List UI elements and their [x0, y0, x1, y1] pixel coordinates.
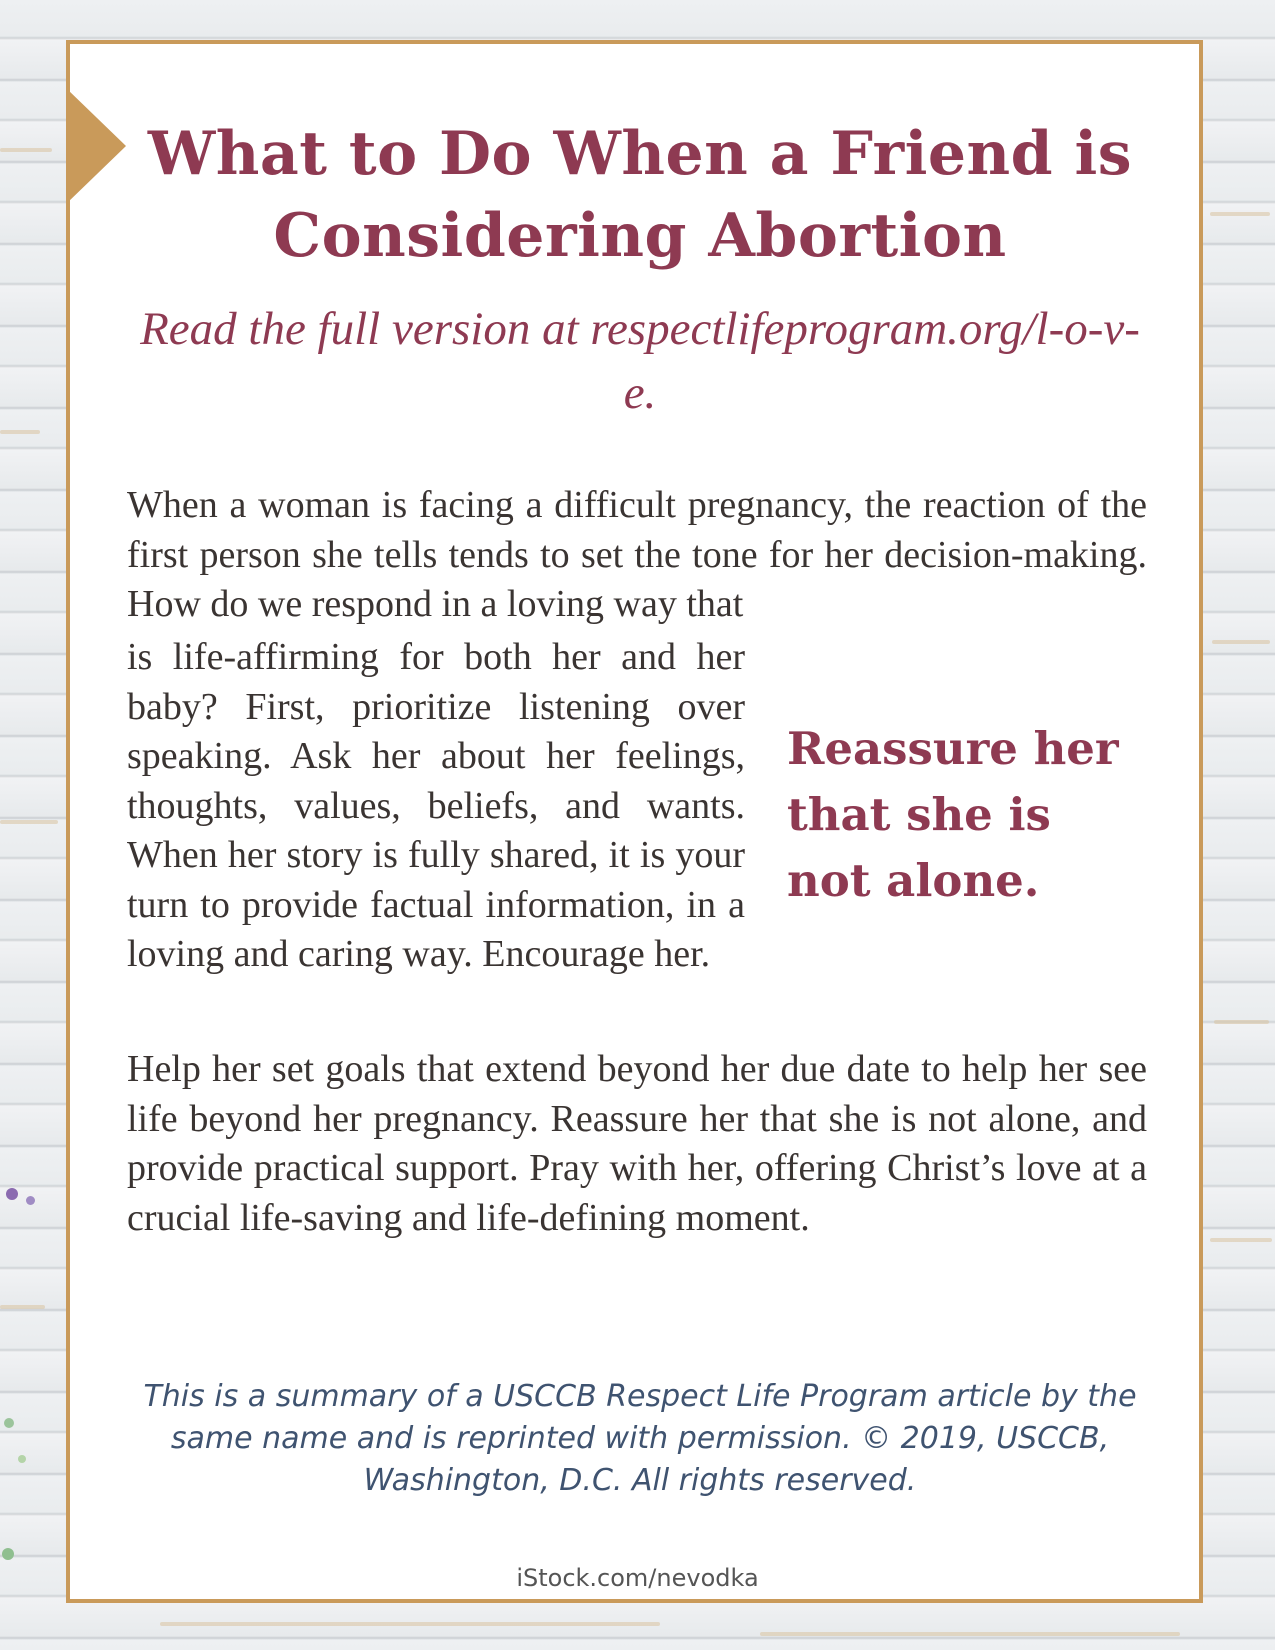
flower-dot — [6, 1188, 18, 1200]
flower-dot — [18, 1455, 26, 1463]
wood-stain — [0, 1305, 45, 1309]
wood-stain — [0, 820, 58, 824]
wood-stain — [760, 1632, 1180, 1636]
wood-stain — [1210, 1238, 1272, 1242]
wood-stain — [1214, 1020, 1269, 1024]
flower-dot — [4, 1418, 14, 1428]
photo-credit: iStock.com/nevodka — [516, 1564, 759, 1592]
wood-stain — [0, 148, 52, 152]
page-title: What to Do When a Friend is Considering Abortion — [147, 119, 1133, 271]
closing-paragraph: Help her set goals that extend beyond her due date to help her see life beyond her pregnancy. Reassure her that she is not alone, and provide practical support. Pray with her, offering Christ’s love at a crucial life-saving and life-defining moment. — [127, 1048, 1147, 1239]
pull-quote: Reassure her that she is not alone. — [787, 722, 1119, 907]
wood-stain — [160, 1622, 660, 1626]
intro-paragraph: When a woman is facing a difficult pregnancy, the reaction of the first person she tells tends to set the tone for her decision-making. How do we respond in a loving way that — [127, 484, 1147, 625]
full-version-note: Read the full version at respectlifeprogram.org/l-o-v-e. — [140, 303, 1140, 419]
flower-dot — [2, 1548, 14, 1560]
wood-stain — [1210, 212, 1270, 216]
corner-arrow-icon — [66, 88, 126, 204]
wood-stain — [1212, 640, 1270, 644]
wrapped-paragraph: is life-affirming for both her and her baby? First, prioritize listening over speaking. Ask her about her feelings, thoughts, values, beliefs, and wants. When her story is fully shared, it is your turn to provide factual information, in a loving and caring way. Encourage her. — [127, 636, 745, 975]
flower-dot — [26, 1196, 35, 1205]
usccb-credit: This is a summary of a USCCB Respect Life Program article by the same name and is reprinted with permission. © 2019, USCCB, Washington, D.C. All rights reserved. — [143, 1379, 1137, 1498]
wood-stain — [0, 430, 40, 434]
